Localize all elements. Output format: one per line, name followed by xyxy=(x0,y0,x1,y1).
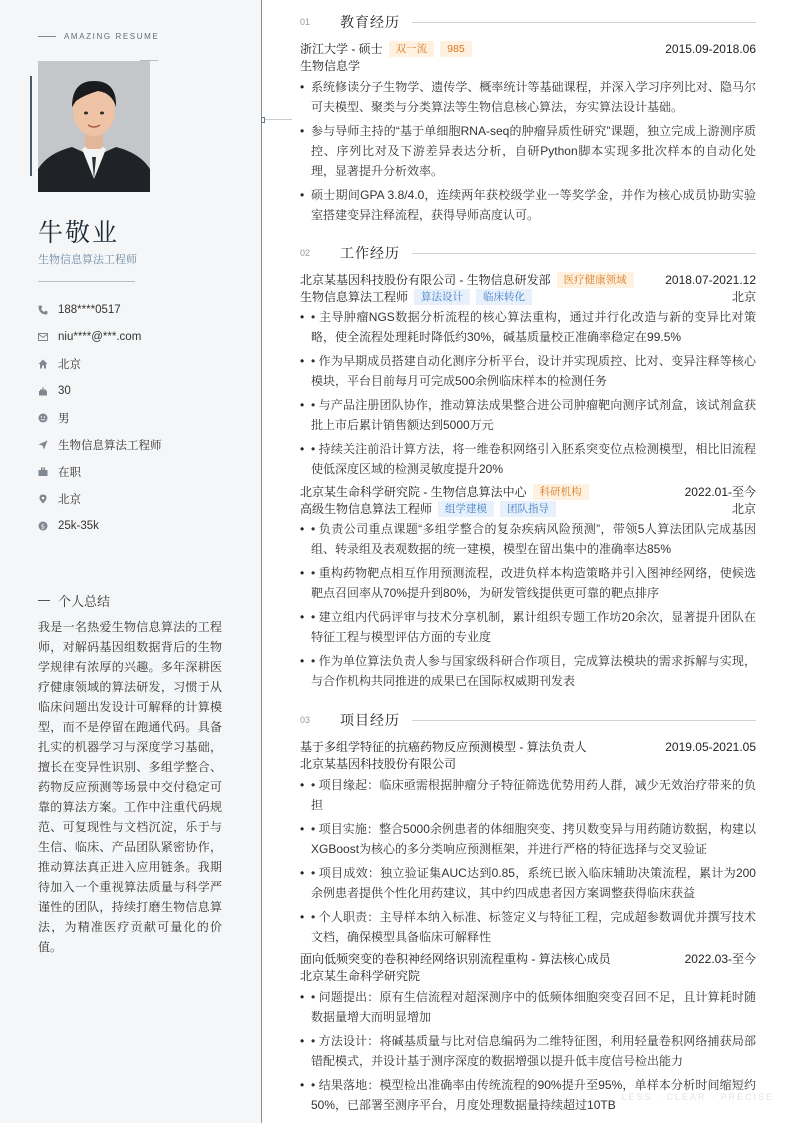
summary-text: 我是一名热爱生物信息算法的工程师，对解码基因组数据背后的生物学规律有浓厚的兴趣。多年深耕医疗健康领域的算法研发，习惯于从临床问题出发设计可解释的计算模型，而不是停留在跑通代码。具备扎实的机器学习与深度学习基础，擅长在变异性识别、多组学整合、药物反应预测等场景中交付稳定可靠的算法方案。工作中注重代码规范、可复现性与文档沉淀，乐于与生信、临床、产品团队紧密协作，推动算法真正进入应用链条。我期待加入一个重视算法质量与科学严谨性的团队，持续打磨生物信息算法，为精准医疗贡献可量化的价值。 xyxy=(38,620,222,954)
section-projects-heading xyxy=(300,710,756,730)
section-rule xyxy=(412,720,756,721)
divider-marker-line xyxy=(262,119,292,120)
list-item: • 参与导师主持的“基于单细胞RNA-seq的肿瘤异质性研究”课题，独立完成上游测序质控、序列比对及下游差异表达分析，自研Python脚本实现多批次样本的自动化处理，显著提升分析效率。 xyxy=(300,121,756,181)
list-item: • • 建立组内代码评审与技术分享机制，累计组织专题工作坊20余次，显著提升团队在特征工程与模型评估方面的专业度 xyxy=(300,607,756,647)
info-age xyxy=(38,377,162,404)
list-item: • • 主导肿瘤NGS数据分析流程的核心算法重构，通过并行化改造与新的变异比对策略，使全流程处理耗时降低约30%，碱基质量校正准确率稳定在99.5% xyxy=(300,307,756,347)
profile-photo xyxy=(38,61,150,192)
list-item: • • 结果落地：模型检出准确率由传统流程的90%提升至95%，单样本分析时间缩短约50%，已部署至测序平台，月度处理数据量持续超过10TB xyxy=(300,1075,756,1115)
info-city xyxy=(38,485,162,512)
list-item: • • 问题提出：原有生信流程对超深测序中的低频体细胞突变召回不足，且计算耗时随数据量增大而明显增加 xyxy=(300,987,756,1027)
summary-heading xyxy=(38,591,110,610)
project-header-row xyxy=(300,950,756,967)
info-phone xyxy=(38,296,162,323)
job-bullets xyxy=(300,519,756,691)
job-header-row xyxy=(300,483,756,500)
education-bullets xyxy=(300,77,756,225)
info-city-text: 北京 xyxy=(58,493,81,506)
list-item: • • 项目实施：整合5000余例患者的体细胞突变、拷贝数变异与用药随访数据，构建以XGBoost为核心的多分类响应预测框架，并进行严格的特征选择与交叉验证 xyxy=(300,819,756,859)
job-date: 2018.07-2021.12 xyxy=(665,272,756,287)
list-item: • • 与产品注册团队协作，推动算法成果整合进公司肿瘤靶向测序试剂盒，该试剂盒获批上市后累计销售额达到5000万元 xyxy=(300,395,756,435)
section-rule xyxy=(412,22,756,23)
job-header-row xyxy=(300,271,756,288)
section-number: 01 xyxy=(300,17,311,27)
list-item: • • 持续关注前沿计算方法，将一维卷积网络引入胚系突变位点检测模型，相比旧流程使低深度区域的检测灵敏度提升20% xyxy=(300,439,756,479)
brand-text: AMAZING RESUME xyxy=(64,32,160,41)
project-name: 面向低频突变的卷积神经网络识别流程重构 - 算法核心成员 xyxy=(300,952,611,966)
section-work-heading xyxy=(300,243,756,263)
sidebar xyxy=(0,0,262,1123)
job-company-tag: 医疗健康领域 xyxy=(557,272,634,288)
education-date: 2015.09-2018.06 xyxy=(665,41,756,56)
job-role-row xyxy=(300,288,756,305)
info-status xyxy=(38,458,162,485)
info-age-text: 30 xyxy=(58,384,71,397)
section-title: 工作经历 xyxy=(340,245,400,261)
info-hometown-text: 北京 xyxy=(58,358,81,371)
job-role-row xyxy=(300,500,756,517)
education-school: 浙江大学 - 硕士 xyxy=(300,42,383,56)
job-bullets xyxy=(300,307,756,479)
section-title: 教育经历 xyxy=(340,14,400,30)
project-bullets xyxy=(300,775,756,947)
watermark: LESS · CLEAR · PRECISE xyxy=(621,1092,774,1102)
photo-accent-bar xyxy=(30,76,32,176)
job-date: 2022.01-至今 xyxy=(684,485,756,499)
section-number: 02 xyxy=(300,248,311,258)
list-item: • 系统修读分子生物学、遗传学、概率统计等基础课程，并深入学习序列比对、隐马尔可夫模型、聚类与分类算法等生物信息核心算法，夯实算法设计基础。 xyxy=(300,77,756,117)
job-city: 北京 xyxy=(731,290,756,304)
info-gender xyxy=(38,404,162,431)
list-item: • • 重构药物靶点相互作用预测流程，改进负样本构造策略并引入图神经网络，使候选靶点召回率从70%提升到80%，为研发管线提供更可靠的靶点排序 xyxy=(300,563,756,603)
job-role-group xyxy=(300,500,556,517)
section-number: 03 xyxy=(300,715,311,725)
info-target-job-text: 生物信息算法工程师 xyxy=(58,439,162,452)
list-item: • • 项目成效：独立验证集AUC达到0.85，系统已嵌入临床辅助决策流程，累计为200余例患者提供个性化用药建议，其中约四成患者因方案调整获得临床获益 xyxy=(300,863,756,903)
send-icon xyxy=(38,440,58,450)
job-role: 高级生物信息算法工程师 xyxy=(300,502,433,516)
section-rule xyxy=(412,253,756,254)
info-gender-text: 男 xyxy=(58,412,70,425)
summary-dash xyxy=(38,600,50,601)
education-header-row xyxy=(300,40,756,57)
info-hometown xyxy=(38,350,162,377)
brand xyxy=(38,32,159,41)
phone-icon xyxy=(38,305,58,315)
home-icon xyxy=(38,359,58,369)
list-item: • • 个人职责：主导样本纳入标准、标签定义与特征工程，完成超参数调优并撰写技术文档，确保模型具备临床可解释性 xyxy=(300,907,756,947)
info-email-text: niu****@***.com xyxy=(58,330,142,343)
section-education-heading xyxy=(300,12,756,32)
location-icon xyxy=(38,494,58,504)
contact-info-list xyxy=(38,296,162,539)
education-block xyxy=(300,40,756,229)
list-item: • • 负责公司重点课题“多组学整合的复杂疾病风险预测”，带领5人算法团队完成基因组、转录组及表观数据的统一建模，模型在留出集中的准确率达85% xyxy=(300,519,756,559)
project-date: 2019.05-2021.05 xyxy=(665,739,756,754)
info-salary-text: 25k-35k xyxy=(58,519,99,532)
job-company: 北京某生命科学研究院 - 生物信息算法中心 xyxy=(300,485,527,499)
smile-icon xyxy=(38,413,58,423)
section-title: 项目经历 xyxy=(340,712,400,728)
list-item: • • 作为早期成员搭建自动化测序分析平台，设计并实现质控、比对、变异注释等核心模块，平台目前每月可完成500余例临床样本的检测任务 xyxy=(300,351,756,391)
list-item: • • 方法设计：将碱基质量与比对信息编码为二维特征图，利用轻量卷积网络捕获局部错配模式，并设计基于测序深度的数据增强以提升低丰度信号检出能力 xyxy=(300,1031,756,1071)
job-role-tag: 团队指导 xyxy=(500,501,556,517)
brand-dash xyxy=(38,36,56,37)
job-role-tag: 临床转化 xyxy=(476,289,532,305)
project-date: 2022.03-至今 xyxy=(684,952,756,966)
project-1 xyxy=(300,738,756,951)
cake-icon xyxy=(38,386,58,396)
job-role: 生物信息算法工程师 xyxy=(300,290,409,304)
list-item: • 硕士期间GPA 3.8/4.0，连续两年获校级学业一等奖学金，并作为核心成员协助实验室搭建变异注释流程，获得导师高度认可。 xyxy=(300,185,756,225)
job-role-group xyxy=(300,288,532,305)
job-company: 北京某基因科技股份有限公司 - 生物信息研发部 xyxy=(300,273,551,287)
info-email xyxy=(38,323,162,350)
project-header-row xyxy=(300,738,756,755)
info-salary xyxy=(38,512,162,539)
person-title: 生物信息算法工程师 xyxy=(38,254,137,266)
work-job-2 xyxy=(300,483,756,695)
education-tag: 双一流 xyxy=(389,41,435,57)
mail-icon xyxy=(38,332,58,342)
info-target-job xyxy=(38,431,162,458)
info-phone-text: 188****0517 xyxy=(58,303,121,316)
divider-marker-handle xyxy=(261,117,265,123)
svg-text:$: $ xyxy=(40,521,46,530)
job-role-tag: 组学建模 xyxy=(438,501,494,517)
job-city: 北京 xyxy=(731,502,756,516)
money-icon xyxy=(38,521,58,531)
project-org: 北京某基因科技股份有限公司 xyxy=(300,757,457,771)
project-org: 北京某生命科学研究院 xyxy=(300,969,421,983)
education-major: 生物信息学 xyxy=(300,59,361,73)
job-company-group xyxy=(300,271,634,288)
work-job-1 xyxy=(300,271,756,483)
summary-heading-text: 个人总结 xyxy=(58,594,111,609)
education-tag: 985 xyxy=(440,41,472,57)
name-divider xyxy=(38,281,135,282)
info-status-text: 在职 xyxy=(58,466,81,479)
list-item: • • 项目缘起：临床亟需根据肿瘤分子特征筛选优势用药人群，减少无效治疗带来的负担 xyxy=(300,775,756,815)
briefcase-icon xyxy=(38,467,58,477)
job-role-tag: 算法设计 xyxy=(414,289,470,305)
project-name: 基于多组学特征的抗癌药物反应预测模型 - 算法负责人 xyxy=(300,740,587,754)
job-company-group xyxy=(300,483,589,500)
job-company-tag: 科研机构 xyxy=(533,484,589,500)
person-name: 牛敬业 xyxy=(38,219,120,247)
list-item: • • 作为单位算法负责人参与国家级科研合作项目，完成算法模块的需求拆解与实现，与合作机构共同推进的成果已在国际权威期刊发表 xyxy=(300,651,756,691)
education-school-group xyxy=(300,40,472,57)
